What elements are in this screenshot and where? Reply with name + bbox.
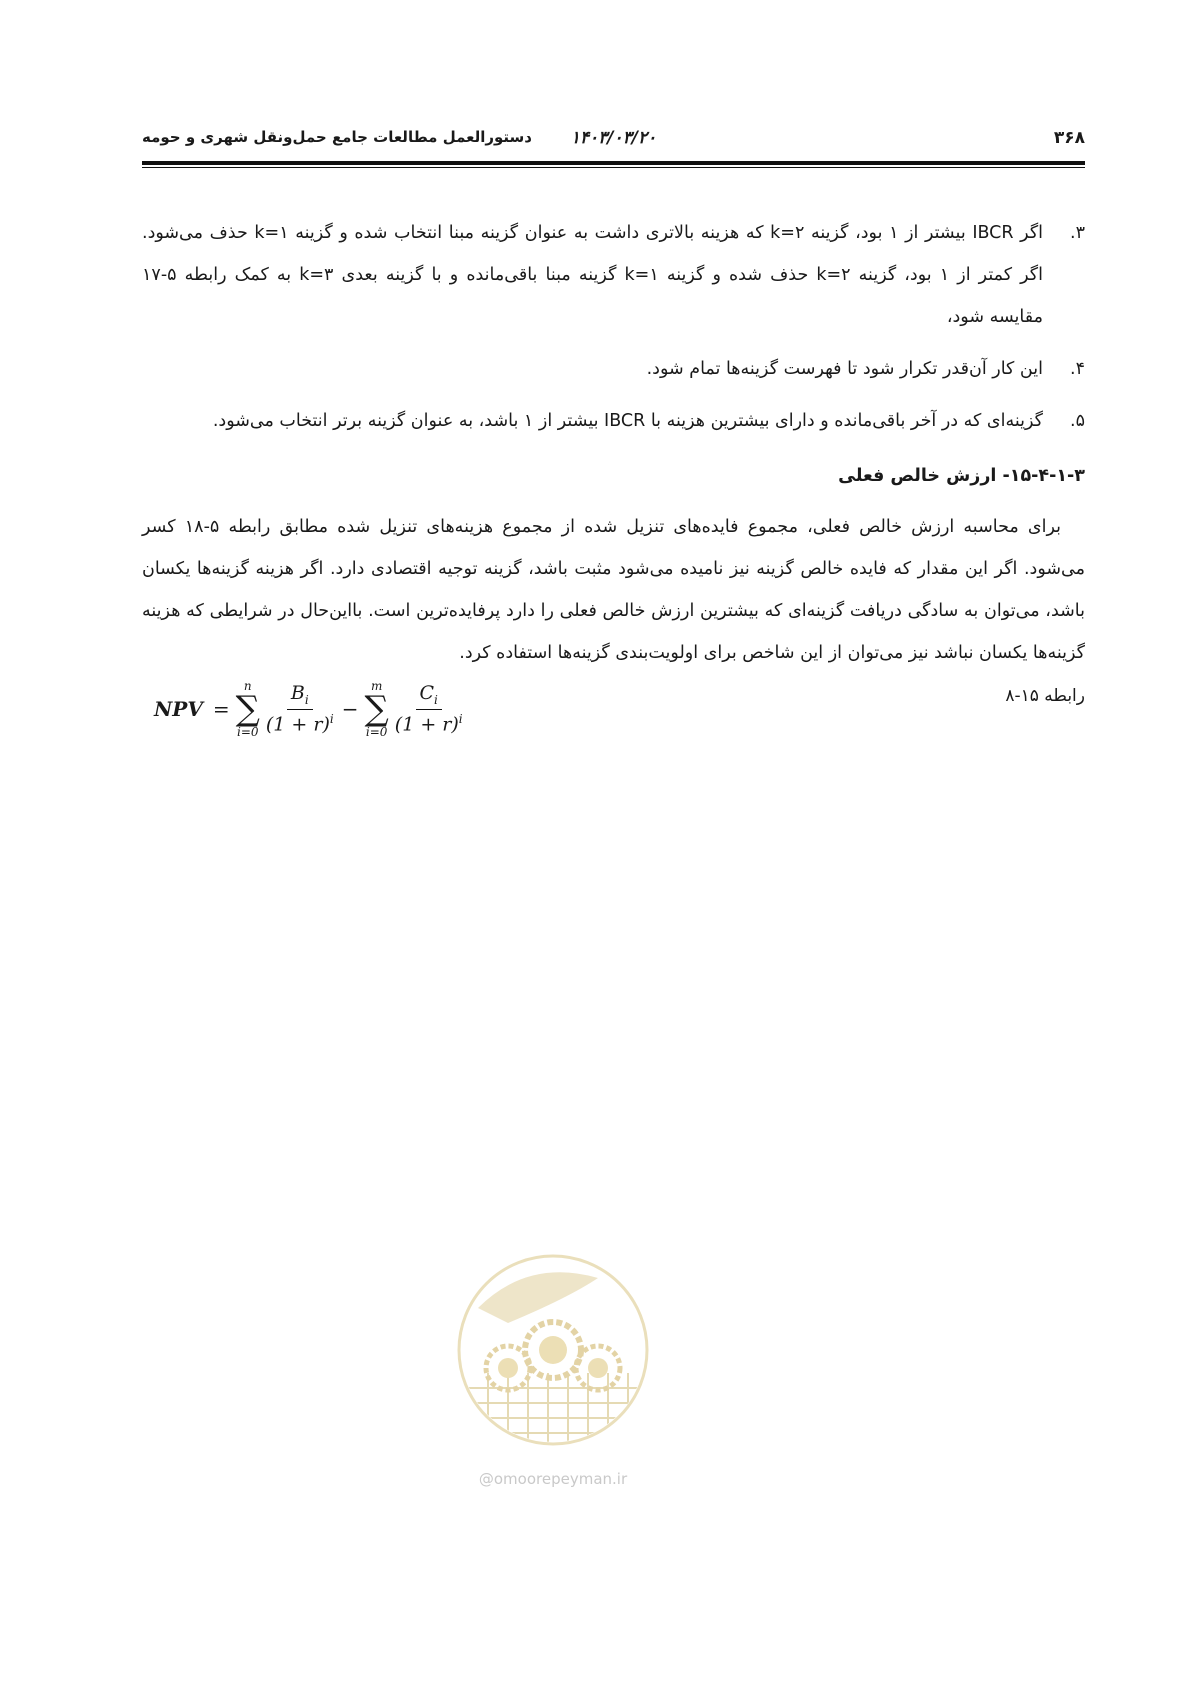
list-item-number: ۵. <box>1070 411 1085 431</box>
sigma-symbol: ∑ <box>364 689 389 729</box>
npv-formula <box>154 680 467 738</box>
sum-lower-limit: i=0 <box>365 725 388 739</box>
body-paragraph: برای محاسبه ارزش خالص فعلی، مجموع فایده‌های تنزیل شده از مجموع هزینه‌های تنزیل شده مطابق رابطه ۵-۱۸ کسر می‌شود. اگر این مقدار که فایده خالص گزینه نیز نامیده می‌شود مثبت باشد، گزینه توجیه اقتصادی دارد. اگر هزینه گزینه‌ها یکسان باشد، می‌توان به سادگی دریافت گزینه‌ای که بیشترین ارزش خالص فعلی را دارد پرفایده‌ترین است. بااین‌حال در شرایطی که هزینه گزینه‌ها یکسان نباشد نیز می‌توان از این شاخص برای اولویت‌بندی گزینه‌ها استفاده کرد. <box>142 517 1085 663</box>
list-item-text: اگر IBCR بیشتر از ۱ بود، گزینه k=۲ که هزینه بالاتری داشت به عنوان گزینه مبنا انتخاب شده و گزینه k=۱ حذف می‌شود. اگر کمتر از ۱ بود، گزینه k=۲ حذف شده و گزینه k=۱ گزینه مبنا باقی‌مانده و با گزینه بعدی k=۳ به کمک رابطه ۵-۱۷ مقایسه شود، <box>142 223 1044 327</box>
page-header <box>142 128 1085 158</box>
fraction-denominator <box>395 710 463 735</box>
list-item <box>142 212 1085 338</box>
header-rule-thin <box>142 167 1085 168</box>
header-rule-thick <box>142 161 1085 165</box>
fraction-denominator <box>266 710 334 735</box>
watermark-url: @omoorepeyman.ir <box>478 1470 628 1488</box>
denominator-exponent: i <box>458 712 463 727</box>
list-item-text: گزینه‌ای که در آخر باقی‌مانده و دارای بیشترین هزینه با IBCR بیشتر از ۱ باشد، به عنوان گزینه برتر انتخاب می‌شود. <box>212 411 1043 431</box>
page-number: ۳۶۸ <box>1053 128 1085 148</box>
page-content <box>142 212 1085 752</box>
section-heading: ۱۵-۴-۱-۳- ارزش خالص فعلی <box>838 466 1085 486</box>
list-item-text: این کار آن‌قدر تکرار شود تا فهرست گزینه‌ها تمام شود. <box>646 359 1043 379</box>
list-item <box>142 348 1085 390</box>
header-date: ۱۴۰۳/۰۳/۲۰ <box>570 128 657 148</box>
denominator-base: (1 + r) <box>394 713 459 736</box>
formula-label: رابطه ۱۵-۸ <box>1005 686 1085 706</box>
numerator-subscript: i <box>304 693 309 708</box>
formula-row <box>142 680 1085 752</box>
fraction-numerator <box>287 682 313 710</box>
document-title: دستورالعمل مطالعات جامع حمل‌ونقل شهری و حومه <box>142 128 532 146</box>
formula-lhs: NPV <box>154 697 203 721</box>
formula-minus: − <box>341 697 359 721</box>
list-item-number: ۳. <box>1070 223 1085 243</box>
sum-upper-limit: m <box>370 679 383 693</box>
list-item <box>142 400 1085 442</box>
denominator-base: (1 + r) <box>265 713 330 736</box>
numerator-subscript: i <box>434 693 438 708</box>
numbered-list <box>142 212 1085 442</box>
numerator-symbol: C <box>419 682 435 705</box>
sum-upper-limit: n <box>243 679 252 693</box>
fraction-numerator <box>416 682 442 710</box>
watermark-logo <box>448 1238 658 1468</box>
formula-equals: = <box>212 697 230 721</box>
summation-benefits <box>236 680 260 738</box>
numerator-symbol: B <box>290 682 305 705</box>
denominator-exponent: i <box>329 712 334 727</box>
fraction-costs <box>395 682 463 735</box>
sigma-symbol: ∑ <box>235 689 260 729</box>
summation-costs <box>365 680 389 738</box>
sum-lower-limit: i=0 <box>236 725 259 739</box>
fraction-benefits <box>266 682 334 735</box>
list-item-number: ۴. <box>1070 359 1085 379</box>
